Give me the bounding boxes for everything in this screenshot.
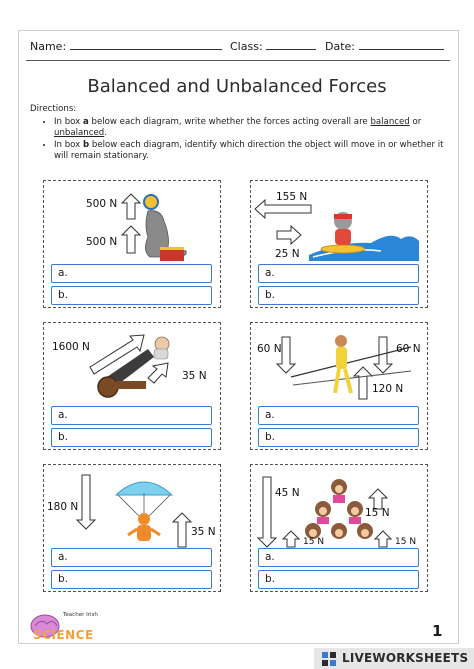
answer-box-b[interactable]: b. (51, 570, 212, 589)
answer-box-b[interactable]: b. (258, 428, 419, 447)
cannon-illustration (44, 323, 219, 408)
header-divider (26, 60, 450, 61)
arrow-up-icon (122, 194, 140, 219)
arrow-up-icon (369, 489, 387, 509)
answer-box-b[interactable]: b. (51, 428, 212, 447)
diagram-card-seal (43, 180, 221, 308)
force-label: 25 N (275, 248, 300, 260)
force-label: 15 N (365, 507, 390, 519)
arrow-up-icon (173, 513, 191, 547)
answer-box-a[interactable]: a. (51, 406, 212, 425)
teacher-science-logo (27, 610, 107, 646)
date-field[interactable] (325, 39, 444, 53)
force-label: 60 N (396, 343, 421, 355)
name-blank[interactable] (70, 39, 222, 50)
answer-box-a[interactable]: a. (258, 406, 419, 425)
logo-wordmark: SCIENCE (33, 628, 94, 642)
force-label: 120 N (372, 383, 404, 395)
diagram-card-monkeys (250, 464, 428, 592)
liveworksheets-footer[interactable] (314, 648, 474, 669)
page-number: 1 (432, 622, 443, 640)
arrow-down-icon (258, 477, 276, 547)
name-field[interactable] (30, 39, 222, 53)
class-blank[interactable] (266, 39, 316, 50)
arrow-up-icon (375, 531, 391, 547)
page-title: Balanced and Unbalanced Forces (87, 76, 387, 97)
force-label: 500 N (86, 236, 118, 248)
force-label: 60 N (257, 343, 282, 355)
force-label: 500 N (86, 198, 118, 210)
date-label: Date: (325, 40, 355, 53)
date-blank[interactable] (359, 39, 444, 50)
seal-illustration (44, 181, 219, 266)
diagram-card-surfer (250, 180, 428, 308)
class-label: Class: (230, 40, 263, 53)
diagram-card-tightrope (250, 322, 428, 450)
logo-tagline: Teacher Irish (63, 612, 98, 618)
arrow-up-icon (283, 531, 299, 547)
force-label: 45 N (275, 487, 300, 499)
directions-list (30, 117, 454, 163)
arrow-down-left-icon (148, 363, 168, 383)
diagram-card-parachutist (43, 464, 221, 592)
tightrope-illustration (251, 323, 426, 408)
arrow-down-icon (77, 475, 95, 529)
force-label: 15 N (395, 537, 417, 547)
force-label: 15 N (303, 537, 325, 547)
answer-box-a[interactable]: a. (258, 264, 419, 283)
force-label: 35 N (182, 370, 207, 382)
class-field[interactable] (230, 39, 316, 53)
arrow-up-icon (354, 367, 372, 399)
direction-item-a: • In box a below each diagram, write whether the forces acting overall are balanced or unbalanced. (54, 117, 454, 140)
answer-box-b[interactable]: b. (51, 286, 212, 305)
arrow-up-icon (122, 226, 140, 253)
force-label: 155 N (276, 191, 308, 203)
directions-heading: Directions: (30, 104, 77, 114)
answer-box-a[interactable]: a. (258, 548, 419, 567)
answer-box-b[interactable]: b. (258, 570, 419, 589)
name-label: Name: (30, 40, 67, 53)
arrow-right-icon (277, 226, 301, 244)
liveworksheets-logo-icon (322, 652, 338, 666)
answer-box-a[interactable]: a. (51, 264, 212, 283)
force-label: 35 N (191, 526, 216, 538)
answer-box-b[interactable]: b. (258, 286, 419, 305)
footer-brand: LIVEWORKSHEETS (342, 651, 469, 665)
force-label: 1600 N (52, 341, 90, 353)
force-label: 180 N (47, 501, 79, 513)
direction-item-b: • In box b below each diagram, identify which direction the object will move in or whether it will remain stationary. (54, 140, 454, 163)
directions (30, 104, 454, 163)
answer-box-a[interactable]: a. (51, 548, 212, 567)
diagram-card-cannon (43, 322, 221, 450)
